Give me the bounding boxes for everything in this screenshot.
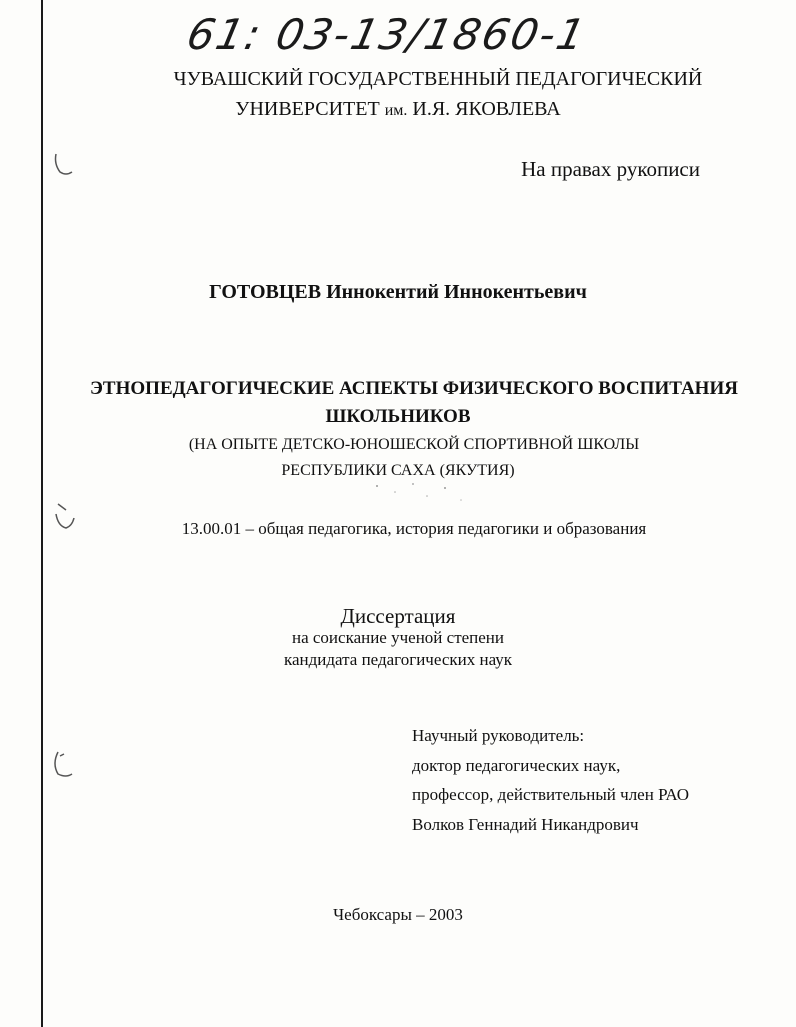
city-year: Чебоксары – 2003 xyxy=(333,905,463,924)
university-word: УНИВЕРСИТЕТ xyxy=(235,98,380,120)
author-surname: ГОТОВЦЕВ xyxy=(209,281,322,303)
handwritten-catalog-number: 61: 03-13/1860-1 xyxy=(182,10,592,59)
dissertation-subtitle-line-2: РЕСПУБЛИКИ САХА (ЯКУТИЯ) xyxy=(281,462,515,479)
supervisor-name: Волков Геннадий Никандрович xyxy=(412,815,639,834)
degree-line-1: на соискание ученой степени xyxy=(291,628,505,647)
author-name xyxy=(0,281,796,304)
supervisor-position: профессор, действительный член РАО xyxy=(412,785,690,804)
manuscript-rights-note: На правах рукописи xyxy=(521,157,700,181)
specialty-code: 13.00.01 – общая педагогика, история педагогики и образования xyxy=(181,519,647,538)
punch-hole-mark-3 xyxy=(50,748,76,782)
scan-noise xyxy=(365,478,475,508)
punch-hole-mark-1 xyxy=(52,150,76,180)
punch-hole-mark-2 xyxy=(52,500,76,534)
dissertation-subtitle-line-1: (НА ОПЫТЕ ДЕТСКО-ЮНОШЕСКОЙ СПОРТИВНОЙ ШКОЛЫ xyxy=(188,436,640,453)
university-line-2 xyxy=(0,98,796,121)
supervisor-label: Научный руководитель: xyxy=(412,726,585,745)
dissertation-label: Диссертация xyxy=(340,604,456,628)
university-name: И.Я. ЯКОВЛЕВА xyxy=(412,98,561,120)
dissertation-title-line-2: ШКОЛЬНИКОВ xyxy=(325,406,471,427)
scan-border xyxy=(41,0,43,1027)
degree-line-2: кандидата педагогических наук xyxy=(283,650,513,669)
university-line-1: ЧУВАШСКИЙ ГОСУДАРСТВЕННЫЙ ПЕДАГОГИЧЕСКИЙ xyxy=(173,68,703,90)
author-given-names: Иннокентий Иннокентьевич xyxy=(326,281,587,303)
supervisor-degree: доктор педагогических наук, xyxy=(412,756,621,775)
university-im: им. xyxy=(384,102,408,119)
dissertation-title-line-1: ЭТНОПЕДАГОГИЧЕСКИЕ АСПЕКТЫ ФИЗИЧЕСКОГО ВОСПИТАНИЯ xyxy=(90,378,738,399)
